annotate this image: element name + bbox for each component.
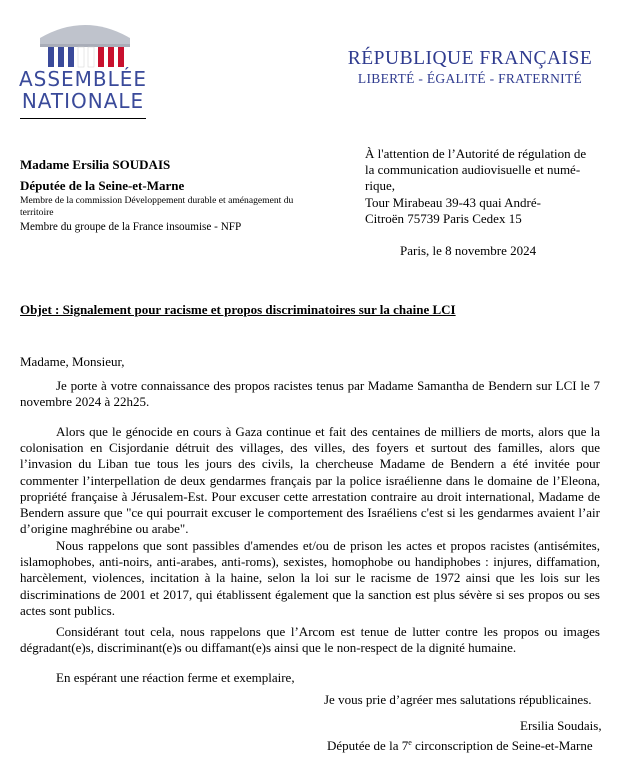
signature-role-prefix: Députée de la 7 — [327, 738, 409, 753]
signature-name: Ersilia Soudais, — [520, 718, 602, 733]
logo-line-2: NATIONALE — [21, 89, 145, 113]
signature-role-suffix: circonscription de Seine-et-Marne — [411, 738, 593, 753]
assemblee-nationale-logo — [18, 18, 148, 138]
body-paragraph-5: En espérant une réaction ferme et exemplaire, — [56, 670, 295, 685]
signature-role-sup: e — [408, 738, 412, 747]
body-paragraph-2: Alors que le génocide en cours à Gaza continue et fait des centaines de milliers de morts, alors que la colonisation en Cisjordanie détruit des villages, des villes, des foyers et surtout des familles, alors que l’invasion du Liban tue tous les jours des civils, la chercheuse Madame de Bendern a été invitée pour commenter l’interpellation de deux gendarmes français par la police israélienne dans le domaine de l’Eleona, propriété française à Jérusalem-Est. Pour excuser cette arrestation contraire au droit international, Madame de Bendern assure que "ce qui pourrait excuser le comportement des Israéliens c'est si les gendarmes avaient l’air d’origine maghrébine ou arabe". — [20, 424, 600, 537]
recipient-line: rique, — [365, 178, 395, 194]
logo-wordmark — [18, 68, 148, 112]
logo-line-1: ASSEMBLÉE — [18, 67, 148, 91]
body-paragraph-4: Considérant tout cela, nous rappelons que l’Arcom est tenue de lutter contre les propos ou images dégradant(e)s, discriminant(e)s ou diffamant(e)s ainsi que le non-respect de la dignité humaine. — [20, 624, 600, 656]
salutation: Madame, Monsieur, — [20, 354, 125, 369]
closing-formula: Je vous prie d’agréer mes salutations républicaines. — [324, 692, 592, 707]
sender-group: Membre du groupe de la France insoumise - NFP — [20, 221, 242, 233]
recipient-line: la communication audiovisuelle et numé- — [365, 162, 581, 178]
republic-title: RÉPUBLIQUE FRANÇAISE — [347, 48, 593, 69]
letter-subject: Objet : Signalement pour racisme et propos discriminatoires sur la chaine LCI — [20, 302, 456, 317]
signature-role — [327, 738, 593, 754]
body-paragraph-3: Nous rappelons que sont passibles d'amendes et/ou de prison les actes et propos racistes (antisémites, islamophobes, anti-noirs, anti-arabes, anti-roms), sexistes, homophobe ou handiphobes : injures, diffamation, harcèlement, violences, incitation à la haine, selon la loi sur le racisme de 1972 ainsi que les lois sur les discriminations de 2001 et 2017, qui établissent également que la sanction est plus sévère si ses propos ou ses actes sont publics. — [20, 538, 600, 618]
sender-block — [20, 156, 320, 234]
republic-motto: LIBERTÉ - ÉGALITÉ - FRATERNITÉ — [357, 71, 583, 86]
body-paragraph-1: Je porte à votre connaissance des propos racistes tenus par Madame Samantha de Bendern sur LCI le 7 novembre 2024 à 22h25. — [20, 378, 600, 410]
letter-date: Paris, le 8 novembre 2024 — [400, 243, 537, 258]
sender-commission: Membre de la commission Développement durable et aménagement du territoire — [20, 195, 294, 218]
republic-header — [340, 48, 600, 87]
recipient-line: Citroën 75739 Paris Cedex 15 — [365, 210, 522, 226]
sender-name: Madame Ersilia SOUDAIS — [20, 157, 171, 172]
sender-title: Députée de la Seine-et-Marne — [20, 178, 185, 193]
logo-divider — [20, 118, 146, 119]
recipient-line: À l'attention de l’Autorité de régulation de — [365, 146, 587, 161]
hemicycle-icon — [36, 18, 134, 68]
recipient-line: Tour Mirabeau 39-43 quai André- — [365, 194, 541, 210]
recipient-block — [365, 146, 605, 227]
